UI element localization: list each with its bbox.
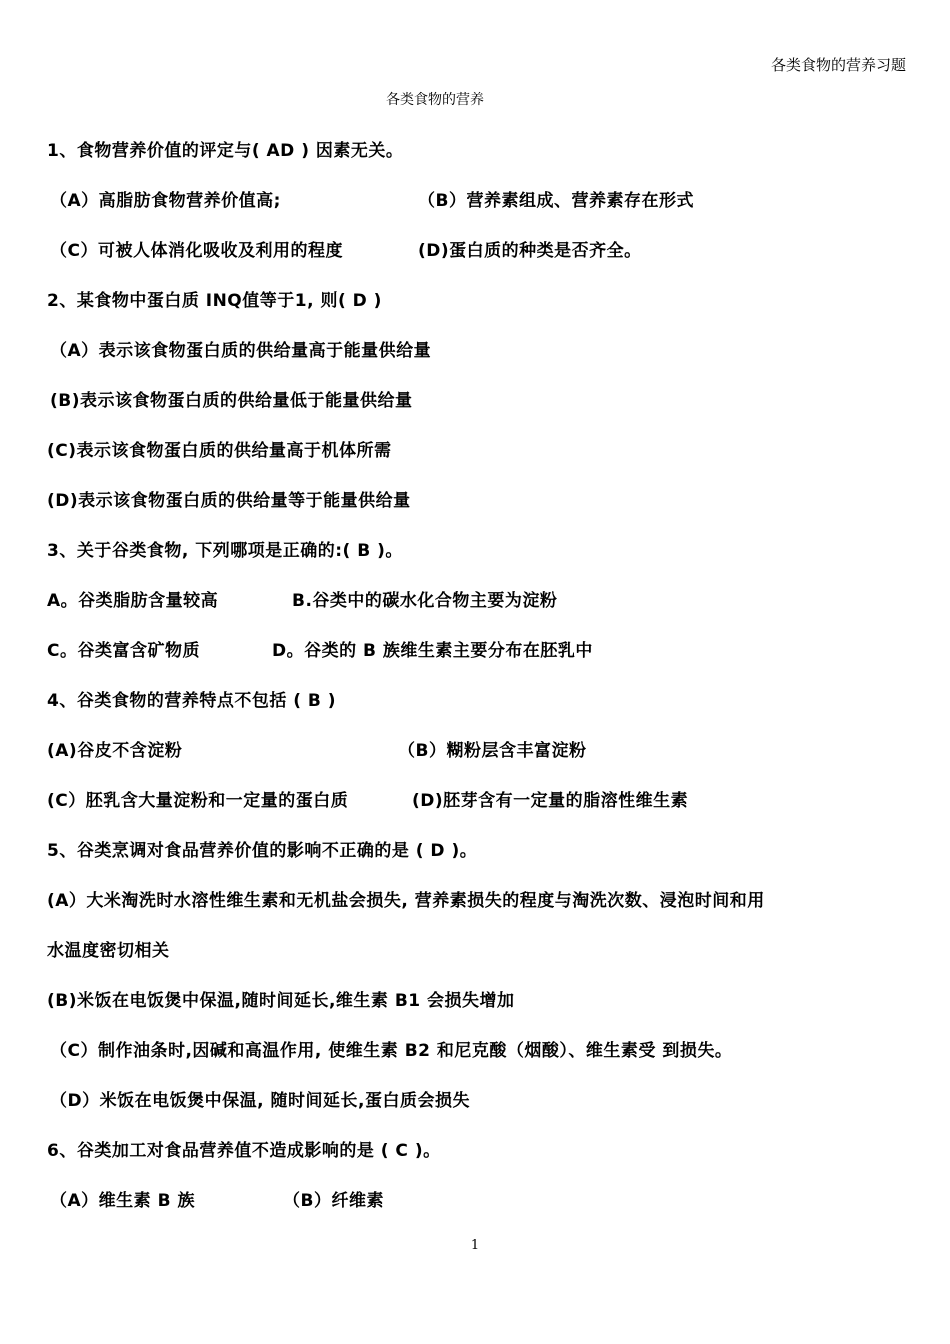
question-5-option-a: (A）大米淘洗时水溶性维生素和无机盐会损失, 营养素损失的程度与淘洗次数、浸泡时间和用 [47, 891, 765, 911]
running-header: 各类食物的营养习题 [770, 56, 906, 74]
question-2-option-b: (B)表示该食物蛋白质的供给量低于能量供给量 [50, 391, 413, 411]
question-3-option-a: A。谷类脂肪含量较高 [47, 591, 219, 611]
question-1-option-d: (D)蛋白质的种类是否齐全。 [418, 241, 642, 261]
question-1-stem: 1、食物营养价值的评定与( AD ) 因素无关。 [47, 141, 404, 161]
question-3-option-c: C。谷类富含矿物质 [47, 641, 200, 661]
question-6-option-a: （A）维生素 B 族 [50, 1191, 195, 1211]
question-4-stem: 4、谷类食物的营养特点不包括 ( B ) [47, 691, 337, 711]
page-number: 1 [470, 1238, 480, 1253]
question-2-stem: 2、某食物中蛋白质 INQ值等于1, 则( D ) [47, 291, 382, 311]
question-4-option-b: （B）糊粉层含丰富淀粉 [398, 741, 587, 761]
question-3-option-d: D。谷类的 B 族维生素主要分布在胚乳中 [272, 641, 593, 661]
question-2-option-a: （A）表示该食物蛋白质的供给量高于能量供给量 [50, 341, 432, 361]
question-5-stem: 5、谷类烹调对食品营养价值的影响不正确的是 ( D )。 [47, 841, 478, 861]
question-4-option-d: (D)胚芽含有一定量的脂溶性维生素 [412, 791, 689, 811]
question-5-option-d: （D）米饭在电饭煲中保温, 随时间延长,蛋白质会损失 [50, 1091, 470, 1111]
question-5-option-c: （C）制作油条时,因碱和高温作用, 使维生素 B2 和尼克酸（烟酸）、维生素受 到损失。 [50, 1041, 733, 1061]
question-3-option-b: B.谷类中的碳水化合物主要为淀粉 [292, 591, 558, 611]
question-2-option-c: (C)表示该食物蛋白质的供给量高于机体所需 [47, 441, 392, 461]
question-3-stem: 3、关于谷类食物, 下列哪项是正确的:( B )。 [47, 541, 403, 561]
question-4-option-a: (A)谷皮不含淀粉 [47, 741, 183, 761]
question-6-stem: 6、谷类加工对食品营养值不造成影响的是 ( C )。 [47, 1141, 441, 1161]
question-1-option-c: （C）可被人体消化吸收及利用的程度 [50, 241, 343, 261]
question-5-option-b: (B)米饭在电饭煲中保温,随时间延长,维生素 B1 会损失增加 [47, 991, 515, 1011]
question-1-option-b: （B）营养素组成、营养素存在形式 [418, 191, 694, 211]
question-5-option-a-continued: 水温度密切相关 [47, 941, 170, 961]
question-6-option-b: （B）纤维素 [283, 1191, 384, 1211]
document-title: 各类食物的营养 [386, 92, 484, 108]
question-2-option-d: (D)表示该食物蛋白质的供给量等于能量供给量 [47, 491, 411, 511]
question-4-option-c: (C）胚乳含大量淀粉和一定量的蛋白质 [47, 791, 349, 811]
question-1-option-a: （A）高脂肪食物营养价值高; [50, 191, 281, 211]
